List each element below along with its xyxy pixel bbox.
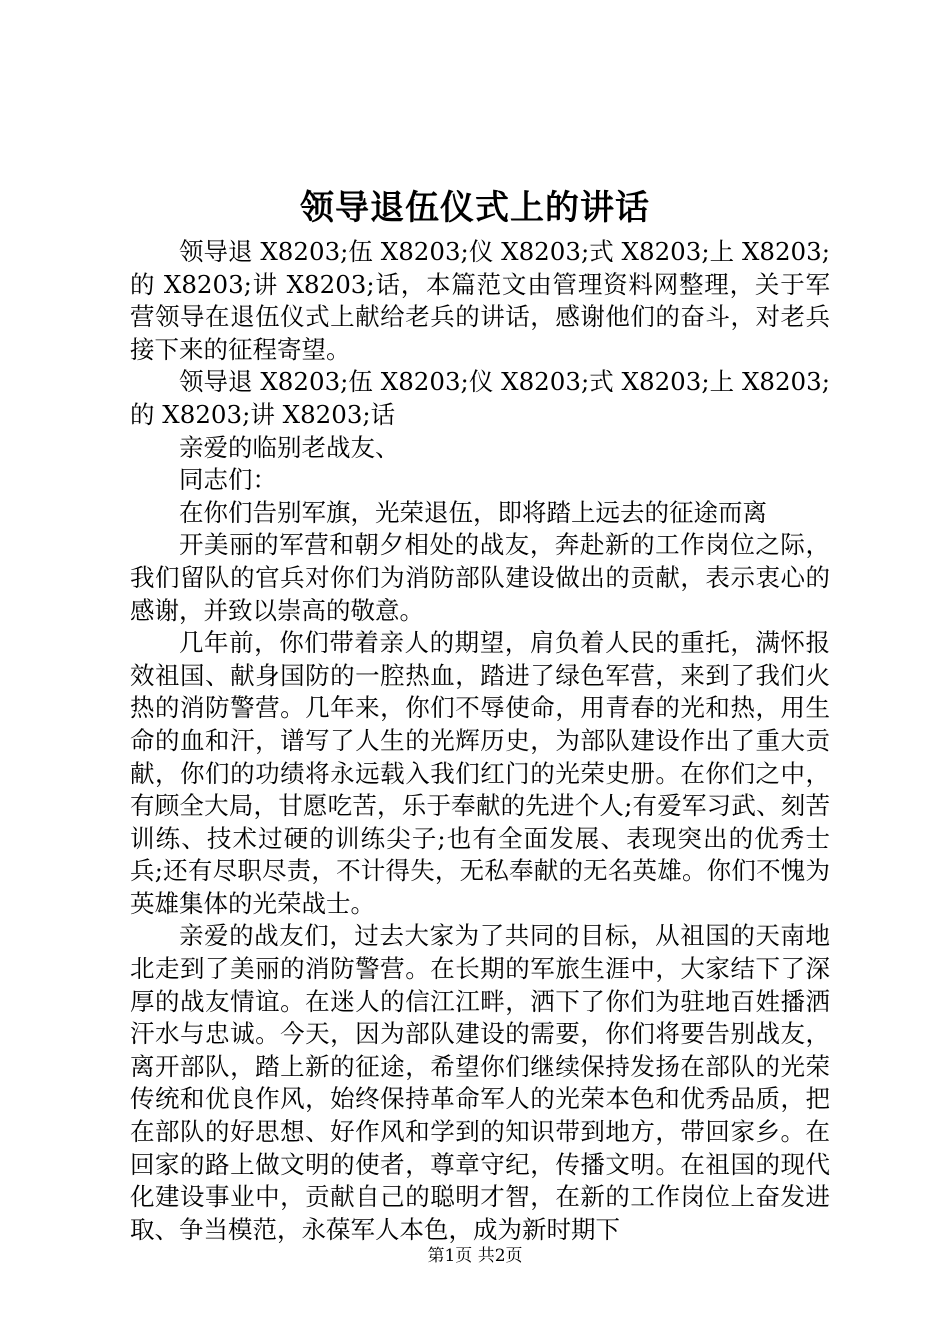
paragraph-heading: 领导退 X8203;伍 X8203;仪 X8203;式 X8203;上 X8203;的 X8203;讲 X8203;话 — [130, 367, 830, 429]
document-body — [130, 236, 830, 1246]
page-number-footer: 第1页 共2页 — [427, 1246, 523, 1266]
paragraph-intro: 领导退 X8203;伍 X8203;仪 X8203;式 X8203;上 X8203;的 X8203;讲 X8203;话，本篇范文由管理资料网整理，关于军营领导在退伍仪式上献给老兵的讲话，感谢他们的奋斗，对老兵接下来的征程寄望。 — [130, 237, 830, 364]
paragraph-thanks: 开美丽的军营和朝夕相处的战友，奔赴新的工作岗位之际，我们留队的官兵对你们为消防部队建设做出的贡献，表示衷心的感谢，并致以崇高的敬意。 — [130, 530, 830, 625]
document-title: 领导退伍仪式上的讲话 — [300, 188, 650, 228]
paragraph-salutation: 亲爱的临别老战友、 — [179, 432, 400, 462]
paragraph-farewell: 亲爱的战友们，过去大家为了共同的目标，从祖国的天南地北走到了美丽的消防警营。在长期的军旅生涯中，大家结下了深厚的战友情谊。在迷人的信江江畔，洒下了你们为驻地百姓播洒汗水与忠诚。今天，因为部队建设的需要，你们将要告别战友，离开部队，踏上新的征途，希望你们继续保持发扬在部队的光荣传统和优良作风，始终保持革命军人的光荣本色和优秀品质，把在部队的好思想、好作风和学到的知识带到地方，带回家乡。在回家的路上做文明的使者，尊章守纪，传播文明。在祖国的现代化建设事业中，贡献自己的聪明才智，在新的工作岗位上奋发进取、争当模范，永葆军人本色，成为新时期下 — [130, 921, 830, 1244]
paragraph-opening: 在你们告别军旗，光荣退伍，即将踏上远去的征途而离 — [179, 497, 767, 527]
paragraph-salutation-2: 同志们： — [179, 465, 277, 495]
paragraph-history: 几年前，你们带着亲人的期望，肩负着人民的重托，满怀报效祖国、献身国防的一腔热血，踏进了绿色军营，来到了我们火热的消防警营。几年来，你们不辱使命，用青春的光和热，用生命的血和汗，谱写了人生的光辉历史，为部队建设作出了重大贡献，你们的功绩将永远载入我们红门的光荣史册。在你们之中，有顾全大局，甘愿吃苦，乐于奉献的先进个人;有爱军习武、刻苦训练、技术过硬的训练尖子;也有全面发展、表现突出的优秀士兵;还有尽职尽责，不计得失，无私奉献的无名英雄。你们不愧为英雄集体的光荣战士。 — [130, 628, 830, 918]
